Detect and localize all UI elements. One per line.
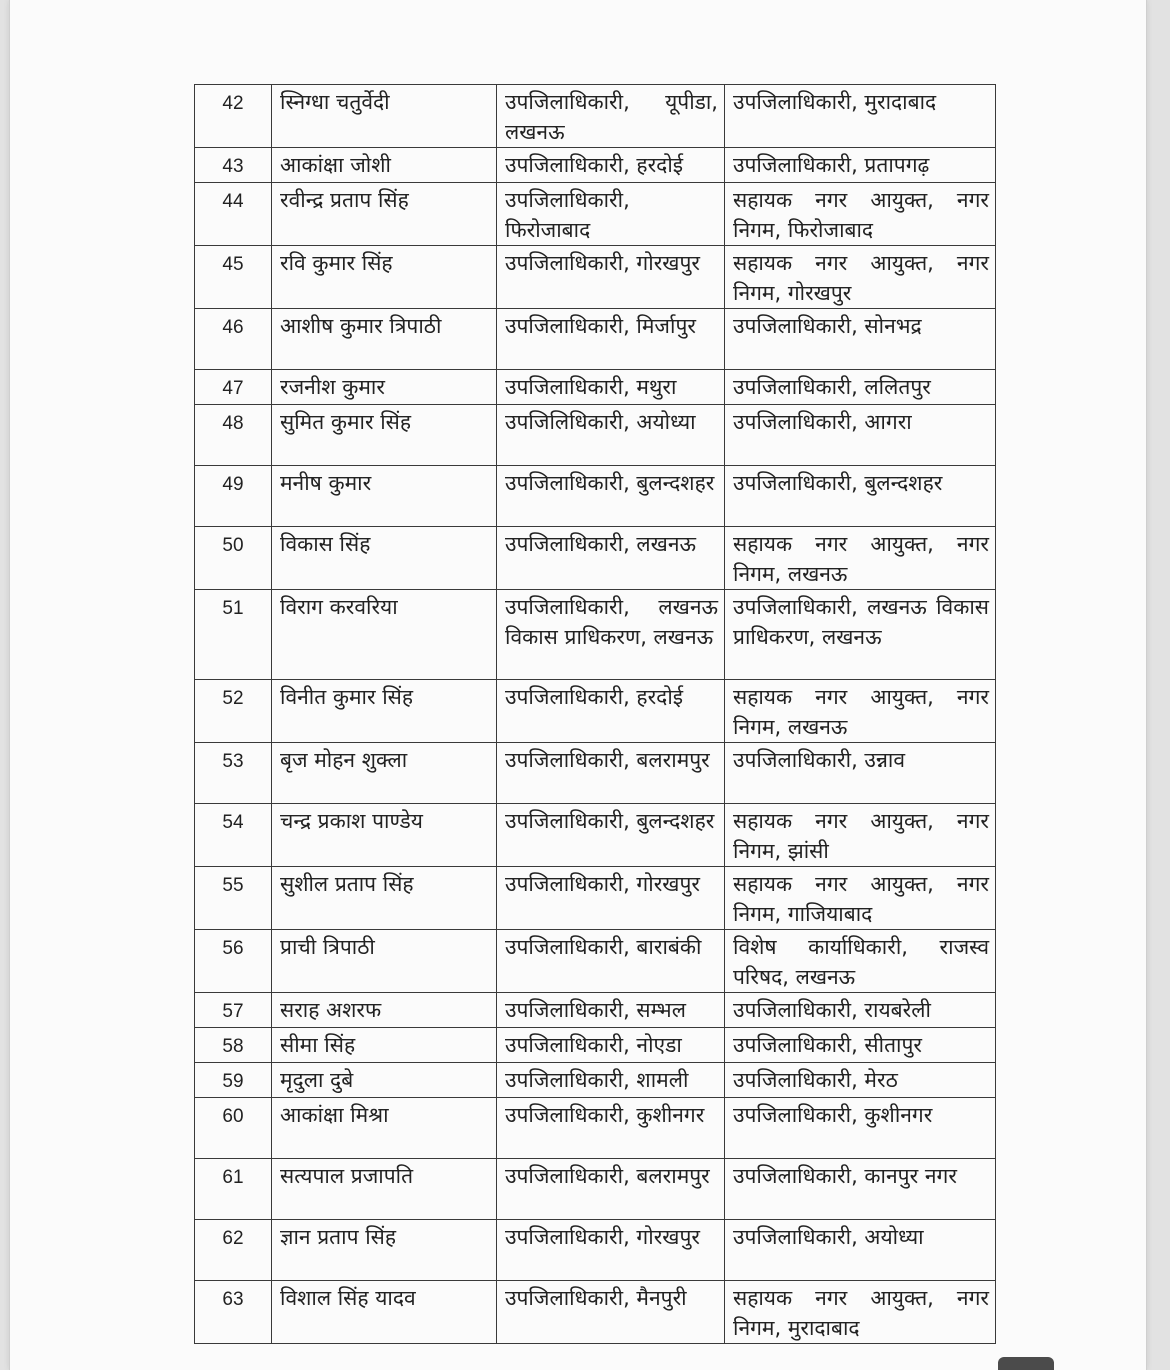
officer-name-cell: आकांक्षा मिश्रा <box>272 1098 497 1159</box>
table-row <box>195 930 996 993</box>
table-row <box>195 183 996 246</box>
new-post-cell: उपजिलाधिकारी, लखनऊ विकास प्राधिकरण, लखनऊ <box>725 590 996 680</box>
new-post-cell: उपजिलाधिकारी, प्रतापगढ़ <box>725 148 996 183</box>
serial-number-cell: 51 <box>195 590 272 680</box>
serial-number-cell: 56 <box>195 930 272 993</box>
officer-name-cell: बृज मोहन शुक्ला <box>272 743 497 804</box>
officer-name-cell: रजनीश कुमार <box>272 370 497 405</box>
serial-number-cell: 57 <box>195 993 272 1028</box>
officer-name-cell: स्निग्धा चतुर्वेदी <box>272 85 497 148</box>
officer-name-cell: सराह अशरफ <box>272 993 497 1028</box>
serial-number-cell: 53 <box>195 743 272 804</box>
current-post-cell: उपजिलाधिकारी, नोएडा <box>497 1028 725 1063</box>
serial-number-cell: 44 <box>195 183 272 246</box>
new-post-cell: उपजिलाधिकारी, कानपुर नगर <box>725 1159 996 1220</box>
table-row <box>195 405 996 466</box>
table-row <box>195 867 996 930</box>
table-row <box>195 466 996 527</box>
current-post-cell: उपजिलाधिकारी, लखनऊ <box>497 527 725 590</box>
serial-number-cell: 50 <box>195 527 272 590</box>
current-post-cell: उपजिलाधिकारी, सम्भल <box>497 993 725 1028</box>
serial-number-cell: 59 <box>195 1063 272 1098</box>
officer-name-cell: आकांक्षा जोशी <box>272 148 497 183</box>
document-page <box>9 0 1147 1370</box>
new-post-cell: उपजिलाधिकारी, मुरादाबाद <box>725 85 996 148</box>
current-post-cell: उपजिलाधिकारी, मिर्जापुर <box>497 309 725 370</box>
officer-name-cell: सीमा सिंह <box>272 1028 497 1063</box>
serial-number-cell: 62 <box>195 1220 272 1281</box>
serial-number-cell: 52 <box>195 680 272 743</box>
current-post-cell: उपजिलाधिकारी, लखनऊ विकास प्राधिकरण, लखनऊ <box>497 590 725 680</box>
serial-number-cell: 58 <box>195 1028 272 1063</box>
serial-number-cell: 46 <box>195 309 272 370</box>
table-body <box>195 85 996 1344</box>
serial-number-cell: 54 <box>195 804 272 867</box>
officer-name-cell: विशाल सिंह यादव <box>272 1281 497 1344</box>
officer-name-cell: ज्ञान प्रताप सिंह <box>272 1220 497 1281</box>
table-row <box>195 148 996 183</box>
serial-number-cell: 42 <box>195 85 272 148</box>
new-post-cell: सहायक नगर आयुक्त, नगर निगम, झांसी <box>725 804 996 867</box>
new-post-cell: उपजिलाधिकारी, बुलन्दशहर <box>725 466 996 527</box>
current-post-cell: उपजिलाधिकारी, हरदोई <box>497 680 725 743</box>
new-post-cell: उपजिलाधिकारी, कुशीनगर <box>725 1098 996 1159</box>
table-row <box>195 1159 996 1220</box>
current-post-cell: उपजिलाधिकारी, बुलन्दशहर <box>497 804 725 867</box>
officer-name-cell: सुमित कुमार सिंह <box>272 405 497 466</box>
table-row <box>195 993 996 1028</box>
serial-number-cell: 55 <box>195 867 272 930</box>
new-post-cell: सहायक नगर आयुक्त, नगर निगम, गोरखपुर <box>725 246 996 309</box>
new-post-cell: सहायक नगर आयुक्त, नगर निगम, लखनऊ <box>725 680 996 743</box>
table-row <box>195 680 996 743</box>
scanner-edge-mark <box>998 1357 1054 1370</box>
officer-name-cell: मनीष कुमार <box>272 466 497 527</box>
transfer-list-table <box>194 84 996 1344</box>
officer-name-cell: आशीष कुमार त्रिपाठी <box>272 309 497 370</box>
officer-name-cell: मृदुला दुबे <box>272 1063 497 1098</box>
new-post-cell: सहायक नगर आयुक्त, नगर निगम, गाजियाबाद <box>725 867 996 930</box>
current-post-cell: उपजिलिधिकारी, अयोध्या <box>497 405 725 466</box>
table-row <box>195 246 996 309</box>
new-post-cell: उपजिलाधिकारी, मेरठ <box>725 1063 996 1098</box>
new-post-cell: उपजिलाधिकारी, अयोध्या <box>725 1220 996 1281</box>
table-row <box>195 1063 996 1098</box>
new-post-cell: सहायक नगर आयुक्त, नगर निगम, लखनऊ <box>725 527 996 590</box>
new-post-cell: सहायक नगर आयुक्त, नगर निगम, फिरोजाबाद <box>725 183 996 246</box>
officer-name-cell: प्राची त्रिपाठी <box>272 930 497 993</box>
current-post-cell: उपजिलाधिकारी, शामली <box>497 1063 725 1098</box>
current-post-cell: उपजिलाधिकारी, यूपीडा, लखनऊ <box>497 85 725 148</box>
officer-name-cell: रवीन्द्र प्रताप सिंह <box>272 183 497 246</box>
table-row <box>195 1281 996 1344</box>
current-post-cell: उपजिलाधिकारी, हरदोई <box>497 148 725 183</box>
current-post-cell: उपजिलाधिकारी, बुलन्दशहर <box>497 466 725 527</box>
new-post-cell: उपजिलाधिकारी, आगरा <box>725 405 996 466</box>
serial-number-cell: 49 <box>195 466 272 527</box>
officer-name-cell: विनीत कुमार सिंह <box>272 680 497 743</box>
new-post-cell: उपजिलाधिकारी, रायबरेली <box>725 993 996 1028</box>
officer-name-cell: सत्यपाल प्रजापति <box>272 1159 497 1220</box>
new-post-cell: उपजिलाधिकारी, सोनभद्र <box>725 309 996 370</box>
serial-number-cell: 48 <box>195 405 272 466</box>
table-row <box>195 1220 996 1281</box>
officer-name-cell: रवि कुमार सिंह <box>272 246 497 309</box>
serial-number-cell: 60 <box>195 1098 272 1159</box>
current-post-cell: उपजिलाधिकारी, गोरखपुर <box>497 1220 725 1281</box>
current-post-cell: उपजिलाधिकारी, बाराबंकी <box>497 930 725 993</box>
table-row <box>195 743 996 804</box>
officer-name-cell: विराग करवरिया <box>272 590 497 680</box>
serial-number-cell: 61 <box>195 1159 272 1220</box>
officer-name-cell: सुशील प्रताप सिंह <box>272 867 497 930</box>
current-post-cell: उपजिलाधिकारी, गोरखपुर <box>497 246 725 309</box>
officer-name-cell: विकास सिंह <box>272 527 497 590</box>
current-post-cell: उपजिलाधिकारी, मैनपुरी <box>497 1281 725 1344</box>
current-post-cell: उपजिलाधिकारी, बलरामपुर <box>497 1159 725 1220</box>
current-post-cell: उपजिलाधिकारी, बलरामपुर <box>497 743 725 804</box>
table-row <box>195 527 996 590</box>
new-post-cell: उपजिलाधिकारी, ललितपुर <box>725 370 996 405</box>
new-post-cell: उपजिलाधिकारी, सीतापुर <box>725 1028 996 1063</box>
serial-number-cell: 47 <box>195 370 272 405</box>
current-post-cell: उपजिलाधिकारी, मथुरा <box>497 370 725 405</box>
current-post-cell: उपजिलाधिकारी, कुशीनगर <box>497 1098 725 1159</box>
table-row <box>195 85 996 148</box>
table-row <box>195 1098 996 1159</box>
serial-number-cell: 45 <box>195 246 272 309</box>
table-row <box>195 1028 996 1063</box>
table-row <box>195 590 996 680</box>
officer-name-cell: चन्द्र प्रकाश पाण्डेय <box>272 804 497 867</box>
new-post-cell: उपजिलाधिकारी, उन्नाव <box>725 743 996 804</box>
new-post-cell: सहायक नगर आयुक्त, नगर निगम, मुरादाबाद <box>725 1281 996 1344</box>
table-row <box>195 804 996 867</box>
serial-number-cell: 43 <box>195 148 272 183</box>
current-post-cell: उपजिलाधिकारी, गोरखपुर <box>497 867 725 930</box>
serial-number-cell: 63 <box>195 1281 272 1344</box>
table-row <box>195 370 996 405</box>
table-row <box>195 309 996 370</box>
new-post-cell: विशेष कार्याधिकारी, राजस्व परिषद, लखनऊ <box>725 930 996 993</box>
current-post-cell: उपजिलाधिकारी, फिरोजाबाद <box>497 183 725 246</box>
